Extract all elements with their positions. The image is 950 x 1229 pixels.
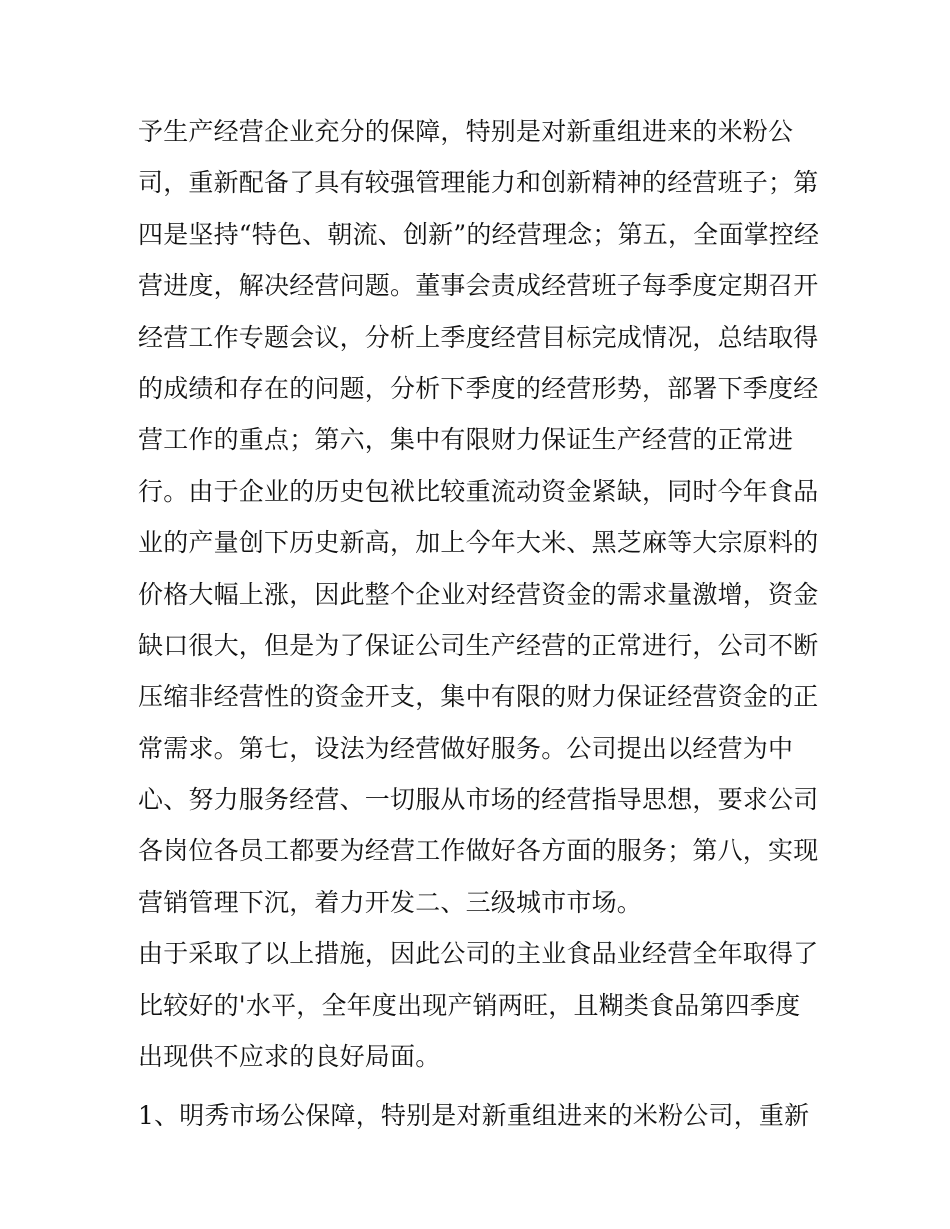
list-item: 1、明秀市场公保障，特别是对新重组进来的米粉公司，重新 — [138, 1101, 810, 1131]
text-line: 司，重新配备了具有较强管理能力和创新精神的经营班子；第 — [138, 168, 819, 198]
text-line: 各岗位各员工都要为经营工作做好各方面的服务；第八，实现 — [138, 836, 819, 866]
text-line: 心、努力服务经营、一切服从市场的经营指导思想，要求公司 — [138, 785, 819, 815]
text-line: 的成绩和存在的问题，分析下季度的经营形势，部署下季度经 — [138, 373, 819, 403]
text-line: 予生产经营企业充分的保障，特别是对新重组进来的米粉公 — [138, 117, 794, 146]
text-line: 营销管理下沉，着力开发二、三级城市市场。 — [138, 887, 643, 917]
text-line: 压缩非经营性的资金开支，集中有限的财力保证经营资金的正 — [138, 682, 819, 712]
paragraph-line: 由于采取了以上措施，因此公司的主业食品业经营全年取得了 — [138, 939, 819, 969]
text-line: 四是坚持“特色、朝流、创新”的经营理念；第五，全面掌控经 — [138, 219, 820, 249]
text-line: 营进度，解决经营问题。董事会责成经营班子每季度定期召开 — [138, 271, 819, 301]
text-line: 经营工作专题会议，分析上季度经营目标完成情况，总结取得 — [138, 322, 819, 352]
paragraph-line: 比较好的'水平，全年度出现产销两旺，且糊类食品第四季度 — [138, 990, 801, 1020]
body-text — [138, 106, 828, 1142]
text-line: 业的产量创下历史新高，加上今年大米、黑芝麻等大宗原料的 — [138, 528, 819, 558]
text-line: 营工作的重点；第六，集中有限财力保证生产经营的正常进 — [138, 425, 794, 455]
text-line: 缺口很大，但是为了保证公司生产经营的正常进行，公司不断 — [138, 630, 819, 660]
paragraph-line: 出现供不应求的良好局面。 — [138, 1042, 441, 1072]
text-line: 价格大幅上涨，因此整个企业对经营资金的需求量激增，资金 — [138, 579, 819, 609]
text-line: 常需求。第七，设法为经营做好服务。公司提出以经营为中 — [138, 733, 794, 763]
text-line: 行。由于企业的历史包袱比较重流动资金紧缺，同时今年食品 — [138, 476, 819, 506]
